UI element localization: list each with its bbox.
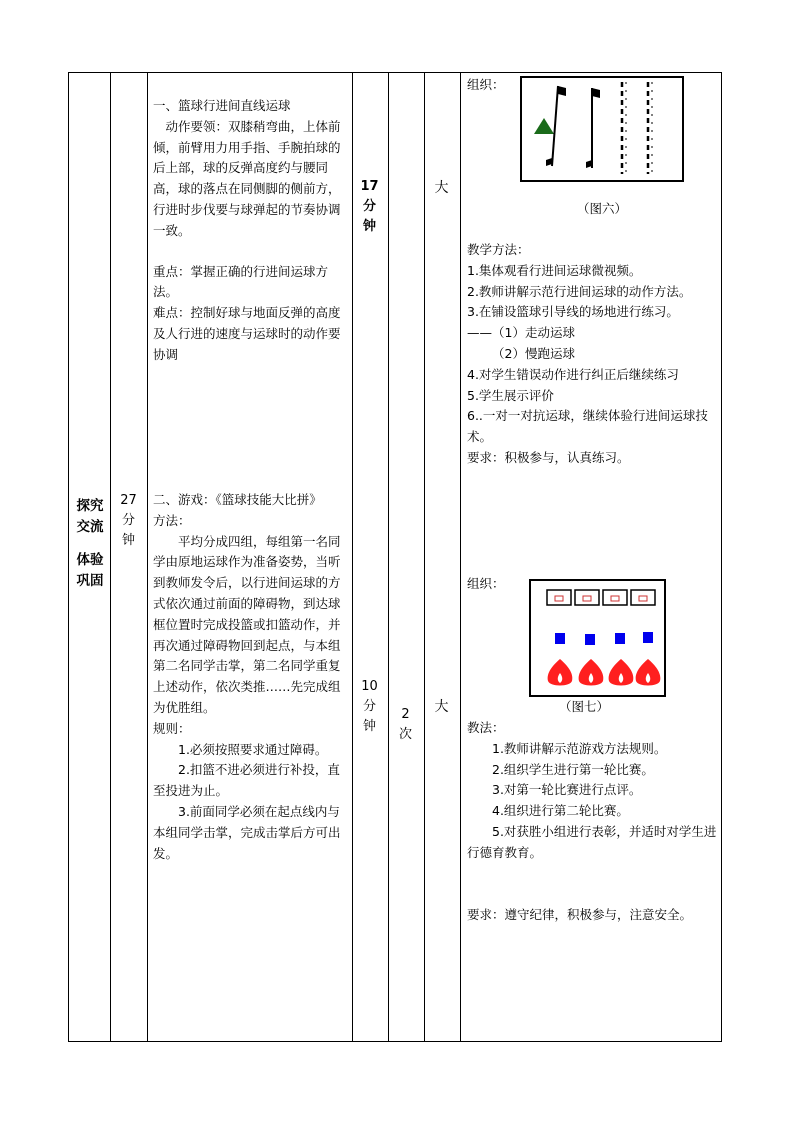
phase-label-line: 体验 [76,552,104,568]
col-divider [110,73,111,1041]
rule-item: 3.前面同学必须在起点线内与本组同学击掌，完成击掌后方可出发。 [153,803,341,861]
phase-time [110,491,147,551]
fig6-caption: （图六） [576,201,627,216]
activity-time-number: 17 [360,179,379,194]
org1-methods [467,240,717,469]
activity-count-unit: 次 [398,727,412,742]
rule-item: 1.必须按照要求通过障碍。 [178,741,328,757]
method-item: 4.组织进行第二轮比赛。 [492,803,629,819]
key-point: 重点：掌握正确的行进间运球方法。 [153,263,329,300]
org2-label: 组织： [467,576,505,591]
hoop-icon [631,590,655,605]
methods-title: 教学方法： [467,242,530,257]
obstacle-marker [615,633,625,644]
org2-methods [467,718,717,925]
method-item: 3.对第一轮比赛进行点评。 [492,782,642,798]
rule-item: 2.扣篮不进必须进行补投，直至投进为止。 [153,762,340,799]
org1-label: 组织： [467,77,505,92]
intensity-2: 大 [434,699,449,715]
activity-count-number: 2 [401,707,410,722]
content-section-1 [153,96,341,366]
method-item: 1.集体观看行进间运球微视频。 [467,262,642,278]
method-item: 1.教师讲解示范游戏方法规则。 [492,740,667,756]
requirement: 要求：遵守纪律，积极参与，注意安全。 [467,906,693,922]
phase-time-number: 27 [120,493,137,508]
col-divider [460,73,461,1041]
flag-pole [552,86,558,166]
section-body: 动作要领：双膝稍弯曲，上体前倾，前臂用力用手指、手腕拍球的后上部，球的反弹高度约与腰同高，球的落点在同侧脚的侧前方，行进时步伐要与球弹起的节奏协调一致。 [153,118,341,238]
method-item: 2.教师讲解示范行进间运球的动作方法。 [467,283,692,299]
activity-time-1 [352,177,387,237]
activity-time-unit: 钟 [362,219,376,234]
phase-label-line: 交流 [76,519,104,535]
obstacle-marker [585,634,595,645]
student-group-icon [579,659,604,686]
obstacle-marker [643,632,653,643]
flag-icon [558,86,566,96]
requirement: 要求：积极参与，认真练习。 [467,449,630,465]
method-item: 6..一对一对抗运球，继续体验行进间运球技术。 [467,408,708,445]
activity-time-unit: 分 [362,199,376,214]
obstacle-marker [555,633,565,644]
difficulty-point: 难点：控制好球与地面反弹的高度及人行进的速度与运球时的动作要协调 [153,305,341,362]
activity-count-2 [388,705,423,745]
student-group-icon [636,659,661,686]
activity-time-unit: 分 [362,699,376,714]
diagram-fig6 [520,76,684,182]
phase-label [70,496,110,592]
relay-game-diagram [531,581,664,695]
method-item: 5.学生展示评价 [467,387,554,403]
student-group-icon [548,659,573,686]
col-divider [388,73,389,1041]
cone-icon [534,118,554,134]
diagram-fig7 [529,579,666,697]
method-item: 4.对学生错误动作进行纠正后继续练习 [467,366,679,382]
method-item: 3.在铺设篮球引导线的场地进行练习。 [467,304,679,320]
intensity-1: 大 [434,180,449,196]
activity-time-2 [352,677,387,737]
col-divider [424,73,425,1041]
hoop-icon [547,590,571,605]
rules-label: 规则： [153,720,191,736]
methods-title: 教法： [467,720,505,735]
hoop-icon [603,590,627,605]
fig7-caption: （图七） [558,699,609,714]
phase-label-line: 巩固 [76,573,104,589]
student-group-icon [609,659,634,686]
content-section-2 [153,490,341,864]
phase-time-unit: 钟 [121,533,135,548]
flag-icon [592,88,600,98]
phase-label-line: 探究 [76,498,104,514]
method-subitem: （2）慢跑运球 [492,345,575,361]
method-item: 2.组织学生进行第一轮比赛。 [492,761,654,777]
method-item: 5.对获胜小组进行表彰，并适时对学生进行德育教育。 [467,823,717,860]
method-body: 平均分成四组，每组第一名同学由原地运球作为准备姿势，当听到教师发令后，以行进间运球的方式依次通过前面的障碍物，到达球框位置时完成投篮或扣篮动作，并再次通过障碍物回到起点，与本组第二名同学击掌，第二名同学重复上述动作，依次类推……先完成组为优胜组。 [153,533,341,715]
section-title: 一、篮球行进间直线运球 [153,98,291,113]
activity-time-number: 10 [361,679,378,694]
phase-time-unit: 分 [121,513,135,528]
section-title: 二、游戏：《篮球技能大比拼》 [153,492,322,507]
dribble-route-diagram [522,78,682,180]
activity-time-unit: 钟 [362,719,376,734]
hoop-icon [575,590,599,605]
method-label: 方法： [153,512,191,528]
col-divider [147,73,148,1041]
method-subitem: ——（1）走动运球 [467,325,575,341]
